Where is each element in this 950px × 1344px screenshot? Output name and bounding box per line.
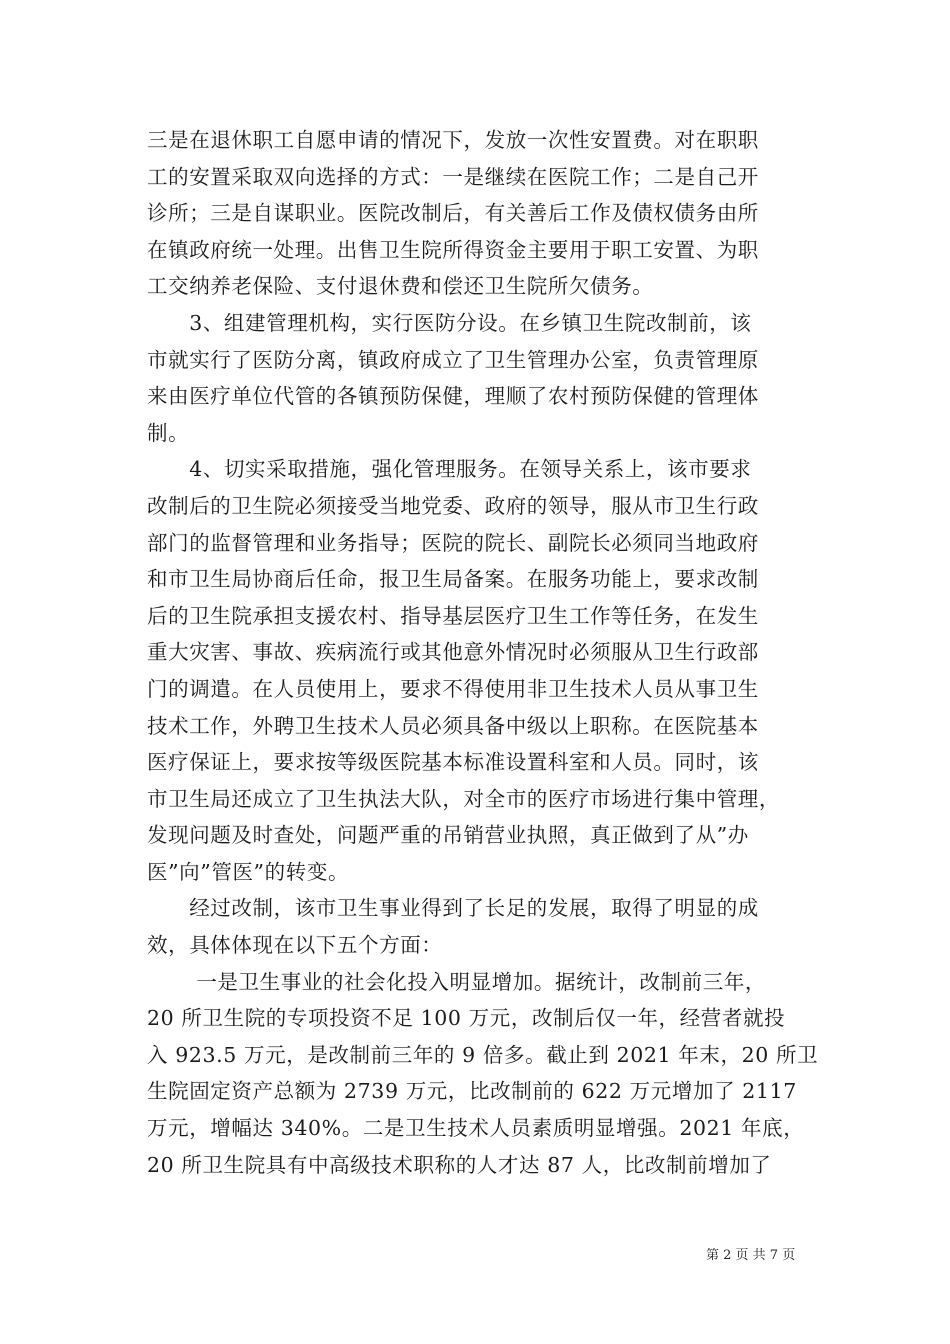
text-line: 20 所卫生院具有中高级技术职称的人才达 87 人，比改制前增加了 xyxy=(147,1152,772,1177)
text-line: 20 所卫生院的专项投资不足 100 万元，改制后仅一年，经营者就投 xyxy=(147,1006,786,1031)
text-line: 发现问题及时查处，问题严重的吊销营业执照，真正做到了从”办 xyxy=(147,823,749,848)
text-line: 经过改制，该市卫生事业得到了长足的发展，取得了明显的成 xyxy=(147,896,759,921)
text-line: 3、组建管理机构，实行医防分设。在乡镇卫生院改制前，该 xyxy=(147,310,752,335)
text-line: 三是在退休职工自愿申请的情况下，发放一次性安置费。对在职职 xyxy=(147,128,759,152)
text-line: 万元，增幅达 340%。二是卫生技术人员素质明显增强。2021 年底， xyxy=(147,1116,805,1141)
text-line: 入 923.5 万元，是改制前三年的 9 倍多。截止到 2021 年末，20 所卫 xyxy=(147,1042,819,1067)
text-line: 和市卫生局协商后任命，报卫生局备案。在服务功能上，要求改制 xyxy=(147,567,759,592)
text-line: 后的卫生院承担支援农村、指导基层医疗卫生工作等任务，在发生 xyxy=(147,603,759,628)
text-line: 工的安置采取双向选择的方式：一是继续在医院工作；二是自己开 xyxy=(147,164,759,189)
text-line: 部门的监督管理和业务指导；医院的院长、副院长必须同当地政府 xyxy=(147,530,759,555)
text-line: 医”向”管医”的转变。 xyxy=(147,859,350,884)
text-line: 4、切实采取措施，强化管理服务。在领导关系上，该市要求 xyxy=(147,457,752,482)
text-line: 改制后的卫生院必须接受当地党委、政府的领导，服从市卫生行政 xyxy=(147,493,759,518)
text-line: 工交纳养老保险、支付退休费和偿还卫生院所欠债务。 xyxy=(147,274,654,299)
text-line: 门的调遣。在人员使用上，要求不得使用非卫生技术人员从事卫生 xyxy=(147,676,759,701)
text-line: 市卫生局还成立了卫生执法大队，对全市的医疗市场进行集中管理， xyxy=(147,786,780,811)
text-line: 技术工作，外聘卫生技术人员必须具备中级以上职称。在医院基本 xyxy=(147,713,759,738)
text-line: 重大灾害、事故、疾病流行或其他意外情况时必须服从卫生行政部 xyxy=(147,640,759,665)
document-body xyxy=(147,122,819,1183)
text-line: 一是卫生事业的社会化投入明显增加。据统计，改制前三年， xyxy=(147,969,767,994)
text-line: 来由医疗单位代管的各镇预防保健，理顺了农村预防保健的管理体 xyxy=(147,384,759,409)
page-number-footer: 第 2 页 共 7 页 xyxy=(706,1248,796,1263)
text-line: 生院固定资产总额为 2739 万元，比改制前的 622 万元增加了 2117 xyxy=(147,1079,797,1104)
text-line: 诊所；三是自谋职业。医院改制后，有关善后工作及债权债务由所 xyxy=(147,201,759,226)
text-line: 市就实行了医防分离，镇政府成立了卫生管理办公室，负责管理原 xyxy=(147,347,759,372)
text-line: 医疗保证上，要求按等级医院基本标准设置科室和人员。同时，该 xyxy=(147,750,759,775)
text-line: 在镇政府统一处理。出售卫生院所得资金主要用于职工安置、为职 xyxy=(147,237,759,262)
text-line: 效，具体体现在以下五个方面： xyxy=(147,933,443,958)
text-line: 制。 xyxy=(147,420,190,445)
